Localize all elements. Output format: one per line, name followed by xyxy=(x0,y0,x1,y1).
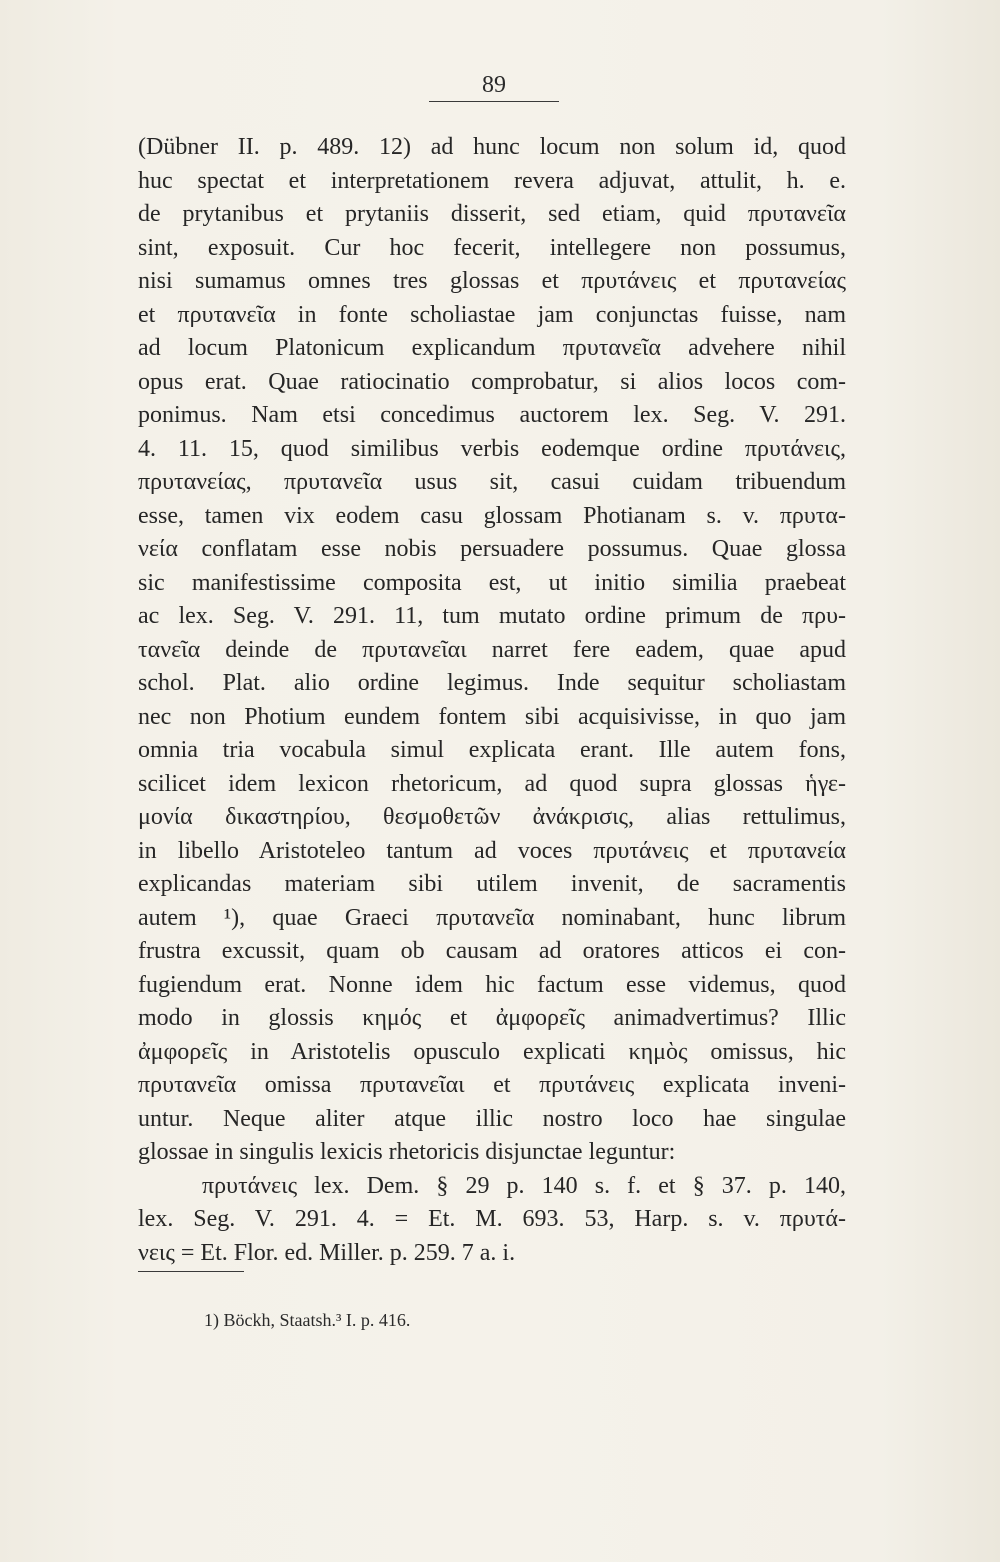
text-line: opus erat. Quae ratiocinatio comprobatur, si alios locos com- xyxy=(138,368,846,395)
text-line: ponimus. Nam etsi concedimus auctorem lex. Seg. V. 291. xyxy=(138,402,846,428)
text-line: scilicet idem lexicon rhetoricum, ad quod supra glossas ἡγε- xyxy=(138,770,846,797)
text-line: et πρυτανεῖα in fonte scholiastae jam conjunctas fuisse, nam xyxy=(138,301,846,328)
footnote: 1) Böckh, Staatsh.³ I. p. 416. xyxy=(204,1310,411,1330)
text-line: (Dübner II. p. 489. 12) ad hunc locum non solum id, quod xyxy=(138,134,846,160)
text-line: τανεῖα deinde de πρυτανεῖαι narret fere eadem, quae apud xyxy=(138,636,846,663)
text-line: sic manifestissime composita est, ut initio similia praebeat xyxy=(138,569,846,596)
text-line: νεία conflatam esse nobis persuadere possumus. Quae glossa xyxy=(138,536,846,562)
text-line: autem ¹), quae Graeci πρυτανεῖα nominabant, hunc librum xyxy=(138,904,846,931)
header-rule xyxy=(429,101,559,102)
text-line: νεις = Et. Flor. ed. Miller. p. 259. 7 a. i. xyxy=(138,1239,516,1266)
text-line: μονία δικαστηρίου, θεσμοθετῶν ἀνάκρισις, alias rettulimus, xyxy=(138,804,846,830)
text-line: in libello Aristoteleo tantum ad voces πρυτάνεις et πρυτανεία xyxy=(138,837,846,864)
text-line: glossae in singulis lexicis rhetoricis disjunctae leguntur: xyxy=(138,1139,676,1165)
text-line: ac lex. Seg. V. 291. 11, tum mutato ordine primum de πρυ- xyxy=(138,603,846,629)
text-line: nisi sumamus omnes tres glossas et πρυτάνεις et πρυτανείας xyxy=(138,268,846,294)
text-line: frustra excussit, quam ob causam ad oratores atticos ei con- xyxy=(138,938,846,964)
text-line: esse, tamen vix eodem casu glossam Photianam s. v. πρυτα- xyxy=(138,502,846,529)
text-line: 4. 11. 15, quod similibus verbis eodemque ordine πρυτάνεις, xyxy=(138,435,846,462)
body-text xyxy=(138,131,846,1270)
text-line: ad locum Platonicum explicandum πρυτανεῖα advehere nihil xyxy=(138,335,846,361)
text-line: modo in glossis κημός et ἀμφορεῖς animadvertimus? Illic xyxy=(138,1005,846,1031)
page-number: 89 xyxy=(482,72,506,98)
text-line: πρυτανεῖα omissa πρυτανεῖαι et πρυτάνεις explicata inveni- xyxy=(138,1072,846,1098)
text-line: nec non Photium eundem fontem sibi acquisivisse, in quo jam xyxy=(138,703,846,730)
text-line: sint, exposuit. Cur hoc fecerit, intellegere non possumus, xyxy=(138,234,846,261)
text-line: explicandas materiam sibi utilem invenit, de sacramentis xyxy=(138,871,846,897)
footnote-rule xyxy=(138,1271,244,1272)
text-line: lex. Seg. V. 291. 4. = Et. M. 693. 53, Harp. s. v. πρυτά- xyxy=(138,1206,846,1232)
text-line: untur. Neque aliter atque illic nostro loco hae singulae xyxy=(138,1105,846,1132)
text-line: de prytanibus et prytaniis disserit, sed etiam, quid πρυτανεῖα xyxy=(138,201,846,227)
text-line: omnia tria vocabula simul explicata erant. Ille autem fons, xyxy=(138,737,846,763)
text-line: huc spectat et interpretationem revera adjuvat, attulit, h. e. xyxy=(138,167,846,194)
text-line: πρυτάνεις lex. Dem. § 29 p. 140 s. f. et § 37. p. 140, xyxy=(202,1172,846,1199)
text-line: ἀμφορεῖς in Aristotelis opusculo explicati κημὸς omissus, hic xyxy=(138,1038,846,1065)
text-line: πρυτανείας, πρυτανεῖα usus sit, casui cuidam tribuendum xyxy=(138,469,846,495)
text-line: fugiendum erat. Nonne idem hic factum esse videmus, quod xyxy=(138,971,846,998)
text-line: schol. Plat. alio ordine legimus. Inde sequitur scholiastam xyxy=(138,670,846,696)
